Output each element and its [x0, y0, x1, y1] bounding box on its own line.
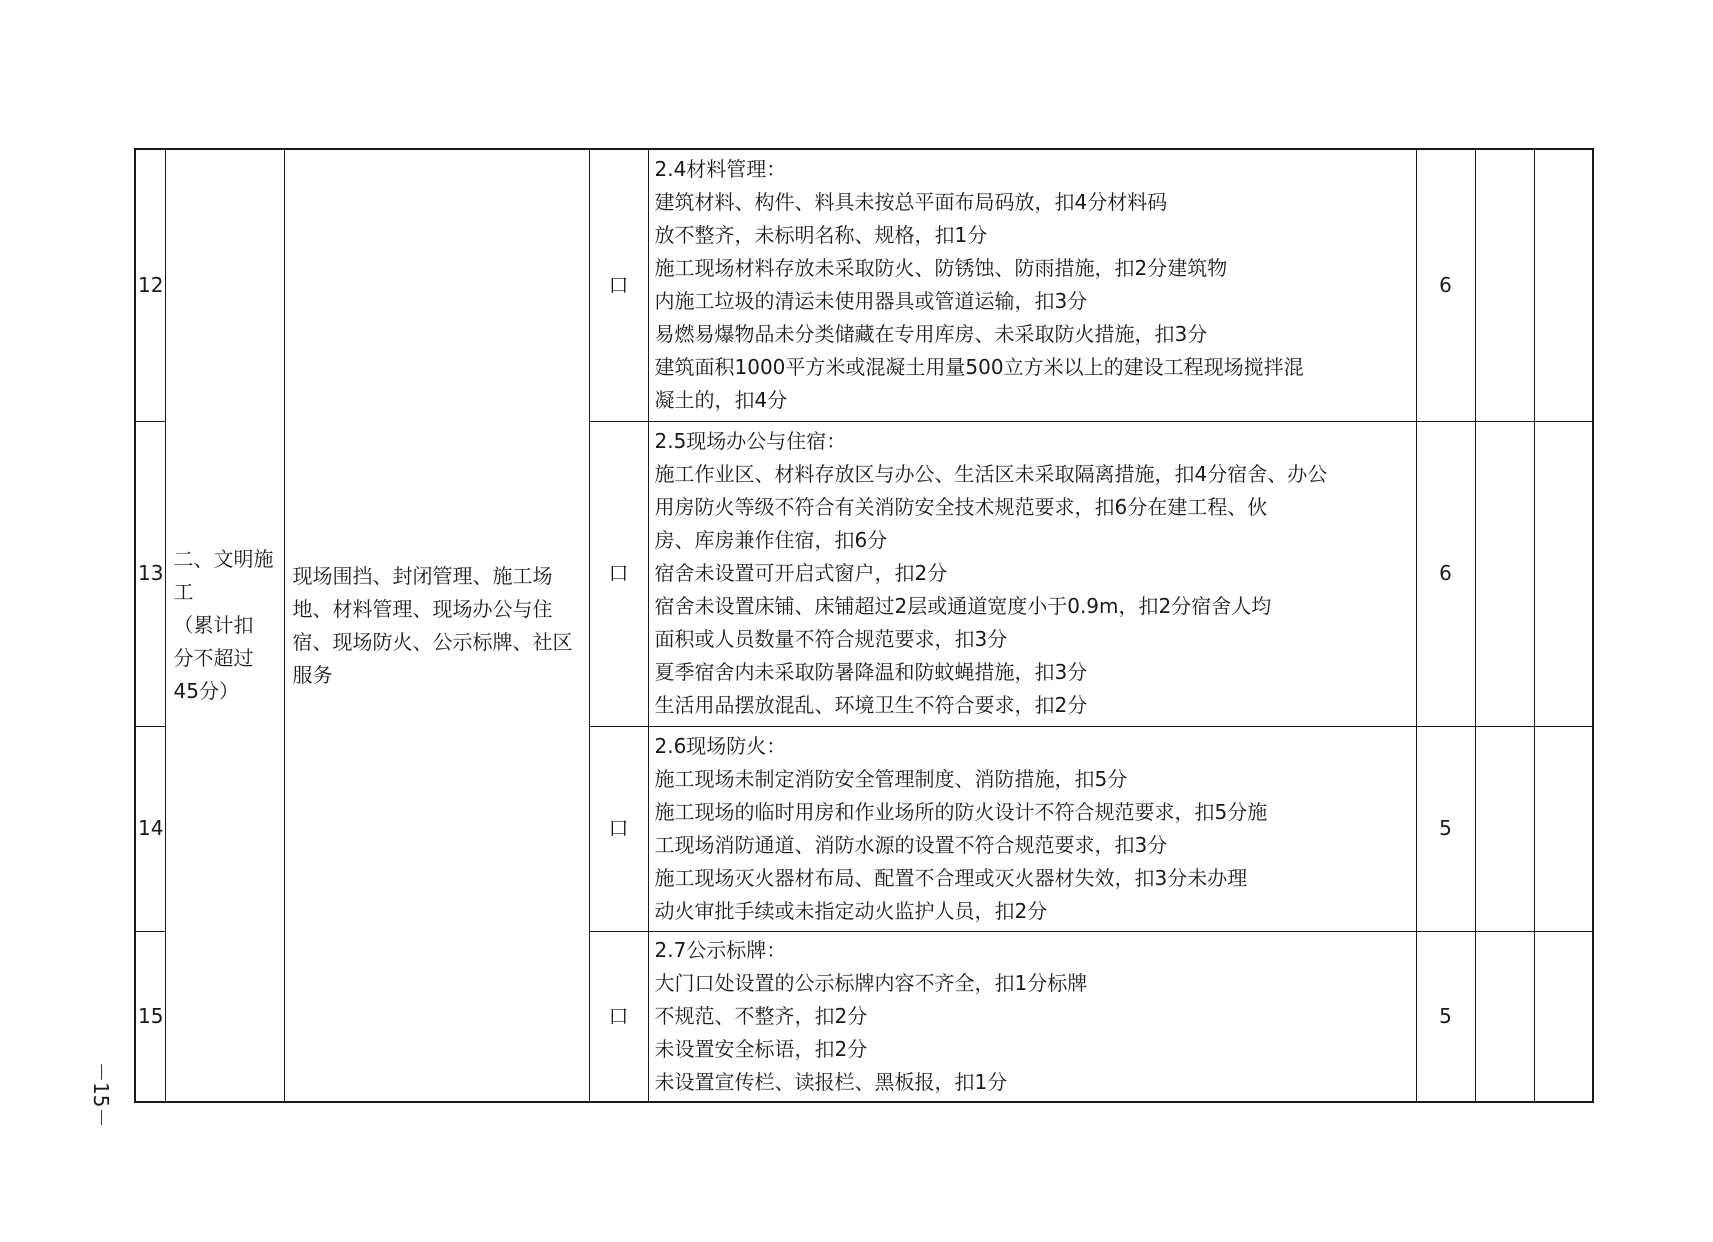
checkbox-cell[interactable]: 口: [589, 421, 648, 726]
criteria-cell: [648, 726, 1416, 931]
criteria-line: 动火审批手续或未指定动火监护人员，扣2分: [654, 898, 1048, 923]
criteria-line: 2.4材料管理：: [654, 157, 787, 182]
criteria-line: 凝土的，扣4分: [654, 388, 788, 413]
criteria-line: 不规范、不整齐，扣2分: [654, 1003, 868, 1028]
row-number: 13: [135, 421, 165, 726]
page-number: －15－: [89, 1062, 113, 1128]
scope-line: 宿、现场防火、公示标牌、社区: [292, 629, 573, 654]
category-line: （累计扣: [173, 613, 254, 637]
deduction-cell[interactable]: [1475, 726, 1534, 931]
score-cell: 5: [1416, 931, 1475, 1102]
score-cell: 6: [1416, 149, 1475, 421]
criteria-line: 生活用品摆放混乱、环境卫生不符合要求，扣2分: [654, 693, 1088, 717]
scope-line: 服务: [292, 662, 333, 687]
criteria-cell: [648, 421, 1416, 726]
criteria-line: 工现场消防通道、消防水源的设置不符合规范要求，扣3分: [654, 832, 1168, 857]
criteria-line: 内施工垃圾的清运未使用器具或管道运输，扣3分: [654, 289, 1088, 314]
remark-cell[interactable]: [1534, 421, 1593, 726]
scope-cell: [284, 149, 589, 1102]
checkbox-cell[interactable]: 口: [589, 931, 648, 1102]
criteria-line: 2.6现场防火：: [654, 733, 787, 758]
scope-line: 现场围挡、封闭管理、施工场: [292, 563, 553, 588]
criteria-line: 2.5现场办公与住宿：: [654, 429, 847, 453]
table-row: [135, 149, 1593, 421]
criteria-line: 施工现场灭火器材布局、配置不合理或灭火器材失效，扣3分未办理: [654, 865, 1248, 890]
criteria-cell: [648, 149, 1416, 421]
scope-line: 地、材料管理、现场办公与住: [292, 596, 553, 621]
criteria-cell: [648, 931, 1416, 1102]
deduction-cell[interactable]: [1475, 931, 1534, 1102]
criteria-line: 房、库房兼作住宿，扣6分: [654, 528, 888, 552]
criteria-line: 宿舍未设置可开启式窗户，扣2分: [654, 561, 948, 585]
criteria-line: 大门口处设置的公示标牌内容不齐全，扣1分标牌: [654, 970, 1088, 995]
criteria-line: 施工现场材料存放未采取防火、防锈蚀、防雨措施，扣2分建筑物: [654, 256, 1228, 281]
row-number: 12: [135, 149, 165, 421]
deduction-cell[interactable]: [1475, 421, 1534, 726]
category-line: 工: [173, 580, 194, 604]
criteria-line: 未设置安全标语，扣2分: [654, 1036, 868, 1061]
criteria-line: 施工现场的临时用房和作业场所的防火设计不符合规范要求，扣5分施: [654, 799, 1268, 824]
row-number: 15: [135, 931, 165, 1102]
criteria-line: 用房防火等级不符合有关消防安全技术规范要求，扣6分在建工程、伙: [654, 495, 1268, 519]
criteria-line: 建筑材料、构件、料具未按总平面布局码放，扣4分材料码: [654, 190, 1168, 215]
criteria-line: 夏季宿舍内未采取防暑降温和防蚊蝇措施，扣3分: [654, 660, 1088, 684]
criteria-line: 易燃易爆物品未分类储藏在专用库房、未采取防火措施，扣3分: [654, 322, 1208, 347]
inspection-score-table: [134, 148, 1594, 1103]
criteria-line: 面积或人员数量不符合规范要求，扣3分: [654, 627, 1008, 651]
checkbox-cell[interactable]: 口: [589, 726, 648, 931]
criteria-line: 施工现场未制定消防安全管理制度、消防措施，扣5分: [654, 766, 1128, 791]
remark-cell[interactable]: [1534, 726, 1593, 931]
remark-cell[interactable]: [1534, 149, 1593, 421]
score-cell: 5: [1416, 726, 1475, 931]
score-cell: 6: [1416, 421, 1475, 726]
row-number: 14: [135, 726, 165, 931]
criteria-line: 未设置宣传栏、读报栏、黑板报，扣1分: [654, 1069, 1008, 1094]
category-cell: [165, 149, 284, 1102]
category-line: 分不超过: [173, 646, 254, 670]
category-line: 45分）: [173, 679, 239, 703]
criteria-line: 建筑面积1000平方米或混凝土用量500立方米以上的建设工程现场搅拌混: [654, 355, 1304, 380]
checkbox-cell[interactable]: 口: [589, 149, 648, 421]
criteria-line: 放不整齐，未标明名称、规格，扣1分: [654, 223, 988, 248]
remark-cell[interactable]: [1534, 931, 1593, 1102]
criteria-line: 宿舍未设置床铺、床铺超过2层或通道宽度小于0.9m，扣2分宿舍人均: [654, 594, 1272, 618]
criteria-line: 2.7公示标牌：: [654, 937, 787, 962]
deduction-cell[interactable]: [1475, 149, 1534, 421]
criteria-line: 施工作业区、材料存放区与办公、生活区未采取隔离措施，扣4分宿舍、办公: [654, 462, 1328, 486]
category-line: 二、文明施: [173, 547, 274, 571]
